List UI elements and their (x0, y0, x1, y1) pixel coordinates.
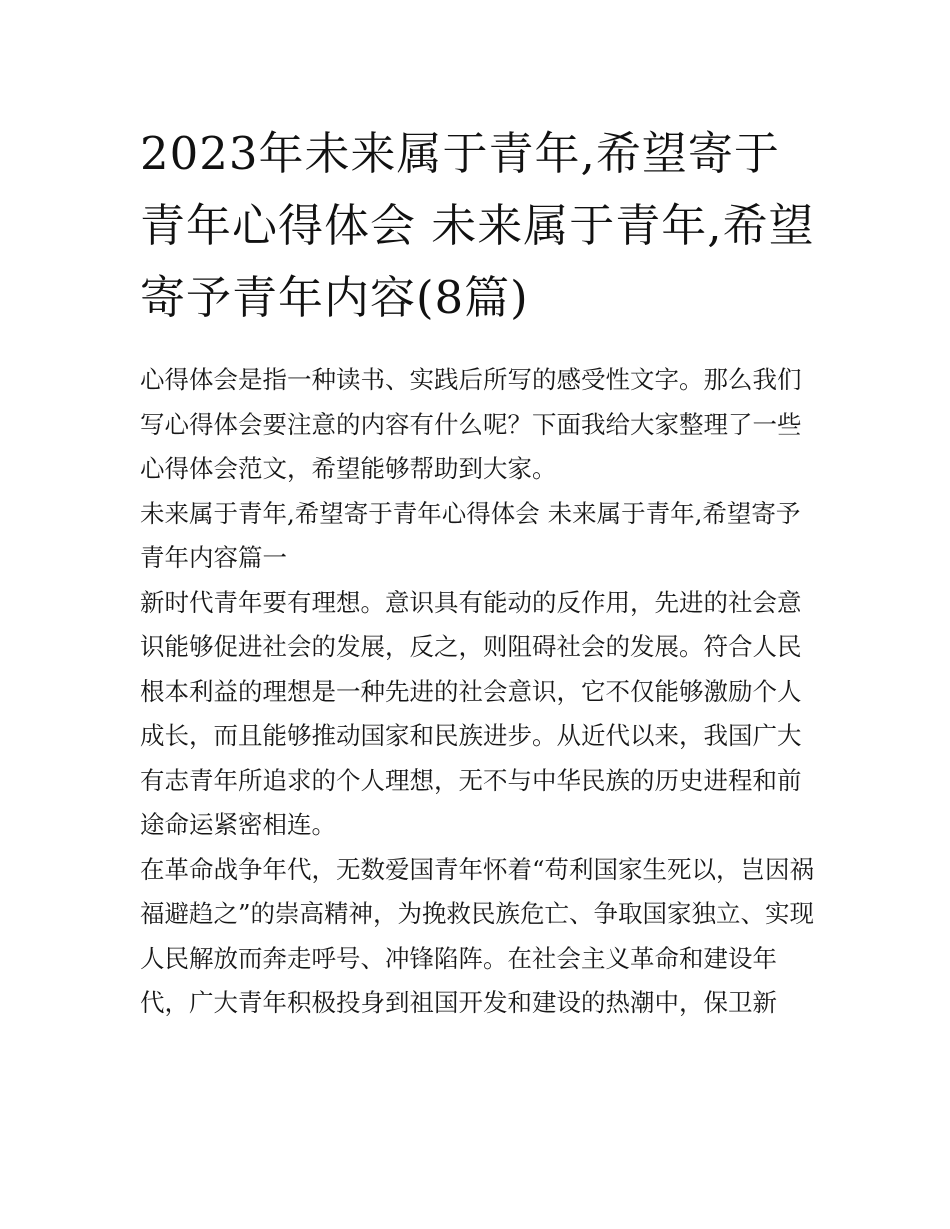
paragraph-intro: 心得体会是指一种读书、实践后所写的感受性文字。那么我们写心得体会要注意的内容有什么呢？下面我给大家整理了一些心得体会范文，希望能够帮助到大家。 (140, 365, 802, 483)
paragraph-revolution-era: 在革命战争年代，无数爱国青年怀着“苟利国家生死以，岂因祸福避趋之”的崇高精神，为挽救民族危亡、争取国家独立、实现人民解放而奔走呼号、冲锋陷阵。在社会主义革命和建设年代，广大青年积极投身到祖国开发和建设的热潮中，保卫新 (140, 854, 815, 1017)
paragraph-ideals: 新时代青年要有理想。意识具有能动的反作用，先进的社会意识能够促进社会的发展，反之，则阻碍社会的发展。符合人民根本利益的理想是一种先进的社会意识，它不仅能够激励个人成长，而且能够推动国家和民族进步。从近代以来，我国广大有志青年所追求的个人理想，无不与中华民族的历史进程和前途命运紧密相连。 (140, 587, 802, 839)
paragraph-section-heading: 未来属于青年,希望寄于青年心得体会 未来属于青年,希望寄予青年内容篇一 (140, 498, 801, 572)
document-title: 2023年未来属于青年,希望寄于青年心得体会 未来属于青年,希望寄予青年内容(8篇) (140, 127, 815, 324)
document-body (140, 358, 820, 1026)
